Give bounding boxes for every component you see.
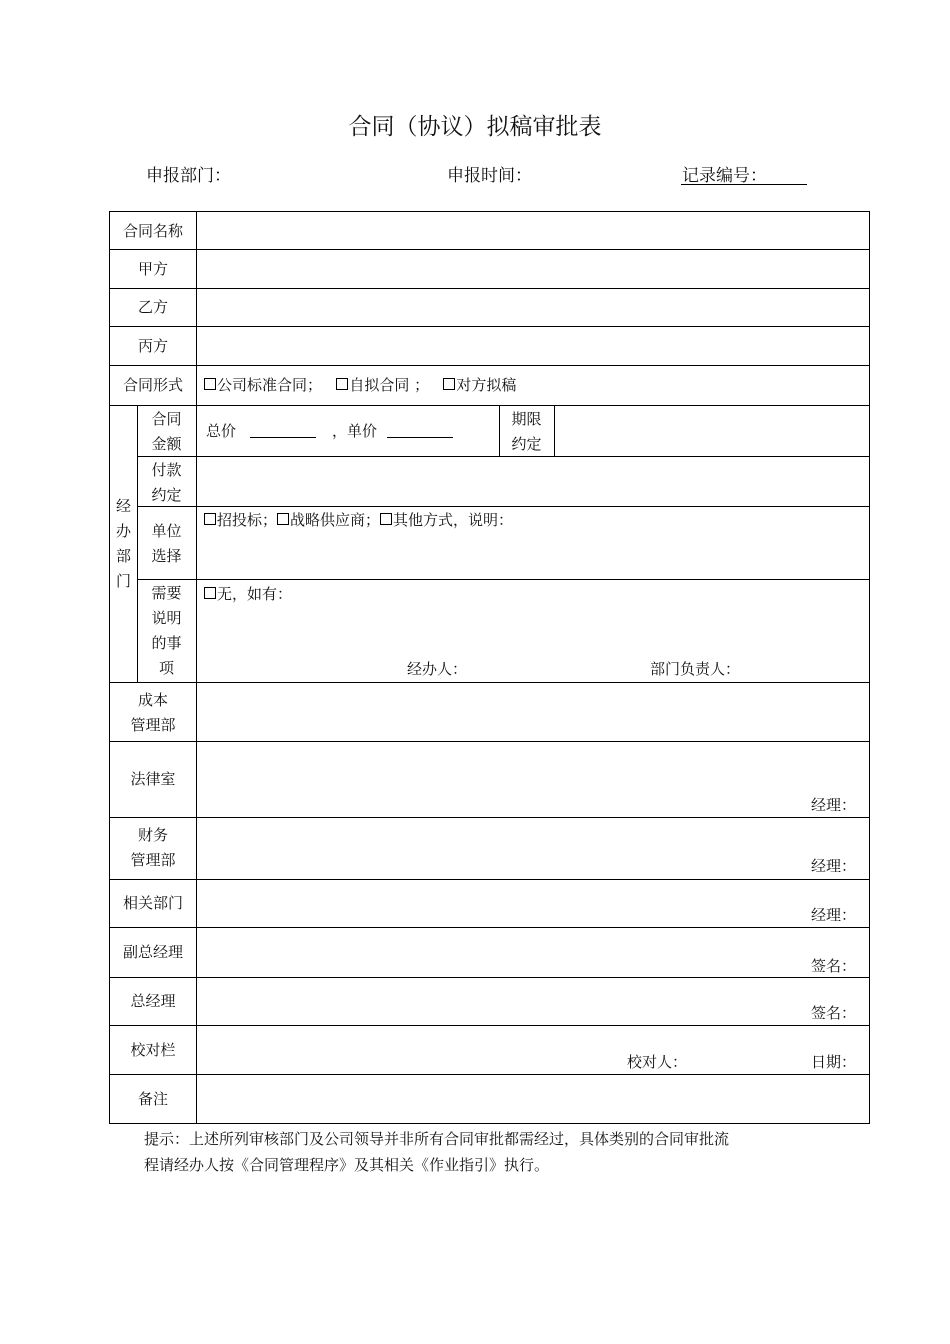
unit-select-label: 单位 选择 xyxy=(151,522,182,565)
payment-label: 付款 约定 xyxy=(151,461,182,504)
handler-label: 经办人： xyxy=(407,660,468,678)
checkbox-strategic-supplier[interactable] xyxy=(277,513,289,525)
approval-form-table xyxy=(109,211,870,1124)
vice-gm-sign: 签名： xyxy=(811,957,857,975)
gm-sign: 签名： xyxy=(811,1004,857,1022)
vice-gm-label: 副总经理 xyxy=(122,943,183,961)
proofreader-label: 校对人： xyxy=(627,1053,688,1071)
date-label: 日期： xyxy=(811,1053,857,1071)
period-label: 期限 约定 xyxy=(511,410,542,453)
contract-name-label: 合同名称 xyxy=(122,222,183,240)
party-a-label: 甲方 xyxy=(137,260,168,278)
total-price-blank[interactable] xyxy=(250,423,316,438)
checkbox-none[interactable] xyxy=(204,587,216,599)
party-b-label: 乙方 xyxy=(137,298,168,316)
unit-select-options: 招投标； 战略供应商； 其他方式，说明： xyxy=(204,508,513,533)
checkbox-self-drafted[interactable] xyxy=(336,378,348,390)
unit-price-blank[interactable] xyxy=(387,423,453,438)
gm-label: 总经理 xyxy=(130,992,176,1010)
matters-label: 需要 说明 的事 项 xyxy=(151,584,182,677)
dept-head-label: 部门负责人： xyxy=(650,660,741,678)
checkbox-bidding[interactable] xyxy=(204,513,216,525)
matters-option: 无，如有： xyxy=(204,582,292,607)
related-dept-label: 相关部门 xyxy=(122,894,183,912)
contract-form-options: 公司标准合同； 自拟合同 ； 对方拟稿 xyxy=(204,373,516,398)
dept-label: 申报部门： xyxy=(146,166,231,186)
legal-sign: 经理： xyxy=(811,796,857,814)
record-number-line xyxy=(681,184,807,185)
remarks-label: 备注 xyxy=(137,1090,168,1108)
note-line-2: 程请经办人按《合同管理程序》及其相关《作业指引》执行。 xyxy=(144,1156,550,1174)
legal-label: 法律室 xyxy=(130,770,176,788)
page-title: 合同（协议）拟稿审批表 xyxy=(348,114,602,140)
finance-label: 财务 管理部 xyxy=(130,826,176,869)
checkbox-counterparty[interactable] xyxy=(443,378,455,390)
cost-dept-label: 成本 管理部 xyxy=(130,691,176,734)
time-label: 申报时间： xyxy=(447,166,532,186)
note-line-1: 提示：上述所列审核部门及公司领导并非所有合同审批都需经过，具体类别的合同审批流 xyxy=(144,1130,730,1148)
checkbox-other-method[interactable] xyxy=(380,513,392,525)
amount-label: 合同 金额 xyxy=(151,410,182,453)
finance-sign: 经理： xyxy=(811,857,857,875)
proof-label: 校对栏 xyxy=(130,1041,176,1059)
party-c-label: 丙方 xyxy=(137,337,168,355)
related-sign: 经理： xyxy=(811,906,857,924)
checkbox-standard[interactable] xyxy=(204,378,216,390)
handling-dept-label: 经 办 部 门 xyxy=(115,497,131,590)
record-label: 记录编号： xyxy=(682,166,767,186)
contract-form-label: 合同形式 xyxy=(122,376,183,394)
note xyxy=(144,1126,729,1178)
price-fields: 总价 ，单价 xyxy=(206,419,459,444)
